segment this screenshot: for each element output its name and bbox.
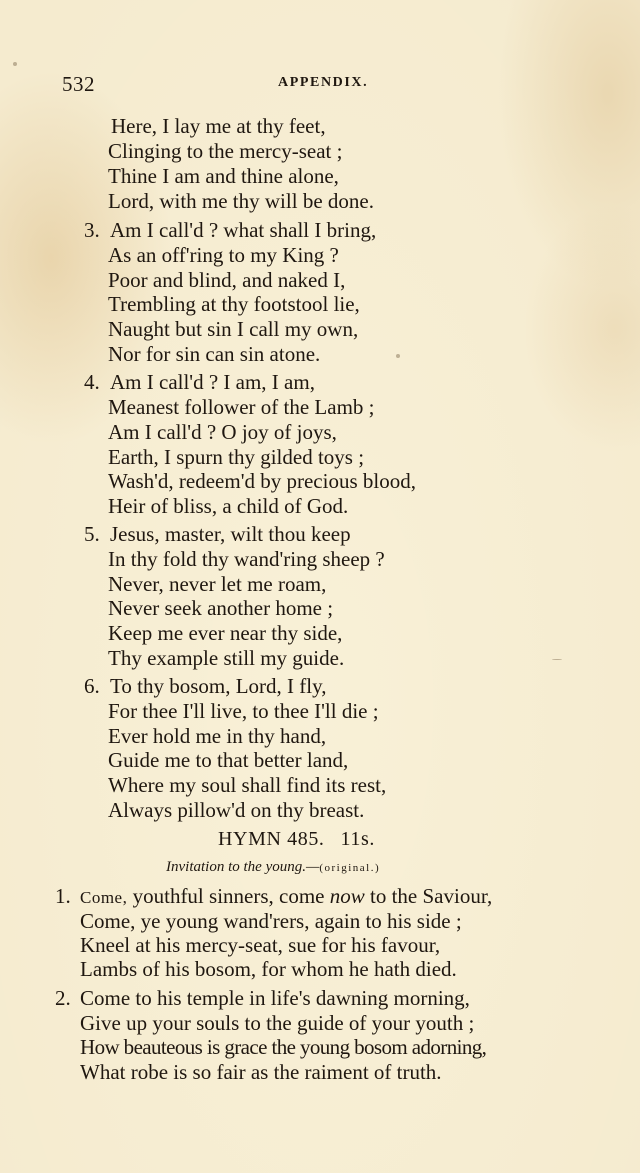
verse-line: To thy bosom, Lord, I fly, xyxy=(110,674,327,698)
verse-line: Am I call'd ? I am, I am, xyxy=(110,370,315,394)
page-header xyxy=(62,72,542,100)
verse-number: 1. xyxy=(55,884,71,908)
verse-line: Poor and blind, and naked I, xyxy=(108,268,346,292)
hymn-number: HYMN 485. xyxy=(218,828,325,850)
verse-line: Clinging to the mercy-seat ; xyxy=(108,139,343,163)
italic-word: now xyxy=(329,884,365,908)
verse-line: As an off'ring to my King ? xyxy=(108,243,339,267)
subtitle-text: Invitation to the young.— xyxy=(166,859,320,875)
verse-line: Where my soul shall find its rest, xyxy=(108,773,387,797)
verse-line: Lambs of his bosom, for whom he hath died. xyxy=(80,957,457,981)
verse-line: Lord, with me thy will be done. xyxy=(108,189,374,213)
page-number: 532 xyxy=(62,72,95,96)
verse-line xyxy=(80,884,492,910)
verse-line: Heir of bliss, a child of God. xyxy=(108,494,349,518)
verse-line: For thee I'll live, to thee I'll die ; xyxy=(108,699,379,723)
verse-line: Keep me ever near thy side, xyxy=(108,621,343,645)
stanza-number: 5. xyxy=(84,522,100,546)
paper-speck xyxy=(396,354,400,358)
verse-line-text: youthful sinners, come xyxy=(127,884,330,908)
verse-line-text: to the Saviour, xyxy=(364,884,493,908)
verse-line: Ever hold me in thy hand, xyxy=(108,724,327,748)
hymn-meter: 11s. xyxy=(340,828,375,850)
verse-line: Always pillow'd on thy breast. xyxy=(108,798,365,822)
verse-number: 2. xyxy=(55,986,71,1010)
verse-line: What robe is so fair as the raiment of truth. xyxy=(80,1060,442,1084)
paper-speck xyxy=(13,62,17,66)
verse-line: Never, never let me roam, xyxy=(108,572,327,596)
verse-line: Come, ye young wand'rers, again to his side ; xyxy=(80,909,462,933)
verse-line: Guide me to that better land, xyxy=(108,748,349,772)
running-head: APPENDIX. xyxy=(278,75,369,90)
hymn-title xyxy=(218,828,375,851)
first-word-smallcaps: Come, xyxy=(80,888,128,907)
verse-line: In thy fold thy wand'ring sheep ? xyxy=(108,547,385,571)
verse-line: Jesus, master, wilt thou keep xyxy=(110,522,351,546)
paper-speck xyxy=(552,659,562,660)
verse-line: Never seek another home ; xyxy=(108,596,334,620)
verse-line: Nor for sin can sin atone. xyxy=(108,342,321,366)
verse-line: Earth, I spurn thy gilded toys ; xyxy=(108,445,365,469)
stanza-number: 6. xyxy=(84,674,100,698)
verse-line: Here, I lay me at thy feet, xyxy=(111,114,326,138)
verse-line: Am I call'd ? what shall I bring, xyxy=(110,218,377,242)
verse-line: Give up your souls to the guide of your youth ; xyxy=(80,1011,475,1035)
stanza-number: 3. xyxy=(84,218,100,242)
subtitle-source: (original.) xyxy=(319,862,381,874)
verse-line: Thine I am and thine alone, xyxy=(108,164,339,188)
verse-line: Wash'd, redeem'd by precious blood, xyxy=(108,469,416,493)
verse-line: Am I call'd ? O joy of joys, xyxy=(108,420,337,444)
hymn-subtitle xyxy=(166,859,380,876)
verse-line: How beauteous is grace the young bosom adorning, xyxy=(80,1035,487,1059)
verse-line: Kneel at his mercy-seat, sue for his favour, xyxy=(80,933,441,957)
verse-line: Come to his temple in life's dawning morning, xyxy=(80,986,470,1010)
verse-line: Thy example still my guide. xyxy=(108,646,345,670)
verse-line: Trembling at thy footstool lie, xyxy=(108,292,360,316)
verse-line: Meanest follower of the Lamb ; xyxy=(108,395,375,419)
stanza-number: 4. xyxy=(84,370,100,394)
verse-line: Naught but sin I call my own, xyxy=(108,317,359,341)
